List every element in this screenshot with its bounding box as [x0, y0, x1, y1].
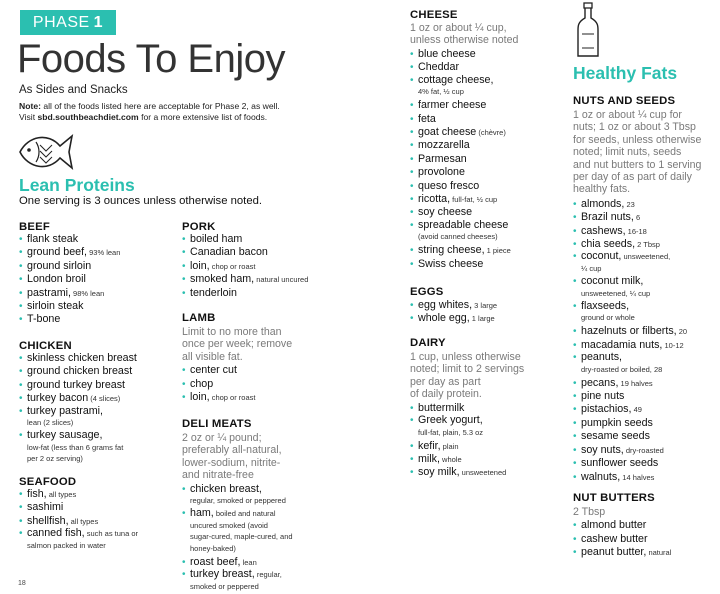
item-name: coconut milk, — [581, 275, 644, 288]
item-name: milk, — [418, 453, 440, 466]
description-line: 1 oz or about ¼ cup, — [410, 22, 507, 34]
list-item — [573, 430, 701, 443]
beef-section — [19, 221, 120, 327]
item-note: all types — [68, 516, 99, 526]
list-item — [19, 501, 138, 514]
list-item — [410, 126, 518, 139]
phase-badge — [20, 10, 116, 35]
item-note: dry-roasted or boiled, 28 — [581, 364, 663, 374]
item-name: chicken breast, — [190, 482, 262, 495]
list-item — [182, 364, 292, 377]
item-name: turkey breast, — [190, 568, 255, 581]
item-note: salmon packed in water — [27, 540, 106, 550]
item-note: honey-baked) — [190, 543, 236, 553]
item-note: 98% lean — [70, 288, 105, 298]
item-note: 3 large — [472, 301, 498, 310]
lamb-description — [182, 326, 292, 363]
item-name: turkey bacon — [27, 392, 89, 405]
item-name: provolone — [418, 166, 465, 179]
description-line: 2 oz or ¼ pound; — [182, 432, 262, 444]
item-note: 19 halves — [618, 378, 653, 388]
item-name: soy cheese — [418, 206, 473, 219]
item-note: 4% fat, ½ cup — [418, 87, 464, 97]
item-note: whole — [439, 455, 462, 465]
list-item — [19, 246, 120, 259]
item-note: regular, — [254, 570, 282, 580]
list-item — [573, 276, 701, 299]
list-item — [410, 453, 524, 466]
list-item — [573, 444, 701, 457]
list-item — [410, 440, 524, 453]
seafood-section — [19, 476, 138, 553]
item-name: cashews, — [581, 224, 626, 237]
item-name: pecans, — [581, 376, 619, 389]
item-name: farmer cheese — [418, 99, 487, 112]
item-name: sashimi — [27, 501, 64, 514]
item-note: 1 piece — [484, 246, 511, 256]
list-item — [573, 339, 701, 352]
item-name: string cheese, — [418, 244, 485, 257]
item-note: boiled and natural — [213, 509, 276, 519]
item-name: feta — [418, 112, 436, 125]
item-name: ground chicken breast — [27, 365, 133, 378]
phase-label: PHASE — [32, 13, 90, 31]
item-name: boiled ham — [190, 233, 243, 245]
item-name: cashew butter — [581, 532, 648, 545]
list-item — [410, 206, 518, 219]
item-name: spreadable cheese — [418, 218, 509, 231]
list-item — [182, 233, 308, 246]
list-item — [573, 251, 701, 274]
item-note: (4 slices) — [88, 394, 121, 404]
item-name: Swiss cheese — [418, 257, 484, 270]
page-title: Foods To Enjoy — [17, 37, 285, 81]
deli-meats-description — [182, 432, 293, 482]
description-line: lower-sodium, nitrite- — [182, 456, 281, 469]
list-item — [19, 406, 137, 429]
item-name: Brazil nuts, — [581, 211, 634, 224]
list-item — [410, 299, 497, 312]
list-item — [19, 233, 120, 246]
item-name: sirloin steak — [27, 300, 84, 313]
list-item — [182, 484, 293, 507]
item-name: peanuts, — [581, 351, 623, 364]
item-note: lean — [240, 557, 257, 567]
item-name: sesame seeds — [581, 430, 650, 443]
description-line: all visible fat. — [182, 350, 243, 363]
description-line: noted; limit to 2 servings — [410, 363, 525, 376]
item-name: kefir, — [418, 439, 441, 452]
item-note: such as tuna or — [84, 529, 139, 539]
list-item — [573, 377, 701, 390]
deli-meats-heading: DELI MEATS — [182, 418, 252, 430]
cheese-heading: CHEESE — [410, 9, 458, 21]
list-item — [19, 313, 120, 326]
list-item — [19, 273, 120, 286]
pork-list — [182, 233, 308, 300]
item-name: buttermilk — [418, 401, 465, 414]
list-item — [19, 392, 137, 405]
list-item — [19, 260, 120, 273]
item-name: queso fresco — [418, 179, 480, 192]
healthy-fats-title: Healthy Fats — [573, 63, 678, 83]
list-item — [410, 113, 518, 126]
note-text: Note: all of the foods listed here are acceptable for Phase 2, as well. Visit sbd.southbeachdiet.com for a more extensive list of foods. — [19, 101, 280, 122]
item-note: regular, smoked or peppered — [190, 496, 286, 506]
item-name: smoked ham, — [190, 273, 255, 286]
dairy-list — [410, 402, 524, 480]
list-item — [182, 273, 308, 286]
description-line: per day of as part of daily — [573, 171, 692, 184]
list-item — [19, 515, 138, 528]
item-note: 2 Tbsp — [635, 240, 660, 250]
list-item — [573, 211, 701, 224]
item-name: sunflower seeds — [581, 457, 659, 470]
list-item — [182, 556, 293, 569]
list-item — [573, 325, 701, 338]
item-note: chop or roast — [209, 261, 256, 271]
list-item — [573, 403, 701, 416]
item-note: natural — [646, 548, 672, 558]
lamb-section — [182, 312, 292, 404]
item-note: plain — [440, 441, 459, 451]
item-name: flank steak — [27, 233, 79, 245]
list-item — [19, 300, 120, 313]
item-name: pine nuts — [581, 390, 625, 403]
dairy-heading: DAIRY — [410, 337, 446, 349]
item-note: ground or whole — [581, 313, 635, 323]
list-item — [410, 99, 518, 112]
item-name: goat cheese — [418, 126, 477, 139]
item-name: chia seeds, — [581, 238, 636, 251]
list-item — [182, 246, 308, 259]
seafood-list — [19, 488, 138, 551]
item-name: egg whites, — [418, 299, 473, 311]
serving-note: One serving is 3 ounces unless otherwise noted. — [19, 195, 263, 207]
phase-number: 1 — [93, 13, 104, 31]
chicken-list — [19, 352, 137, 465]
item-name: ground beef, — [27, 246, 88, 259]
lamb-heading: LAMB — [182, 312, 216, 324]
description-line: unless otherwise noted — [410, 34, 519, 47]
item-name: shellfish, — [27, 514, 69, 527]
item-note: 16-18 — [625, 226, 647, 236]
description-line: and nitrate-free — [182, 469, 254, 482]
eggs-heading: EGGS — [410, 286, 444, 298]
item-name: ham, — [190, 507, 214, 520]
item-name: soy nuts, — [581, 443, 624, 456]
item-name: T-bone — [27, 313, 61, 326]
beef-list — [19, 233, 120, 327]
item-name: cottage cheese, — [418, 73, 494, 86]
item-name: blue cheese — [418, 47, 476, 60]
list-item — [573, 225, 701, 238]
item-name: flaxseeds, — [581, 299, 630, 312]
item-name: hazelnuts or filberts, — [581, 325, 677, 338]
list-item — [182, 287, 308, 300]
list-item — [410, 180, 518, 193]
item-name: pistachios, — [581, 403, 632, 416]
item-name: chop — [190, 377, 214, 390]
list-item — [573, 519, 671, 532]
item-name: fish, — [27, 488, 47, 500]
nuts-seeds-description — [573, 109, 701, 196]
item-name: pumpkin seeds — [581, 416, 653, 429]
description-line: nuts; 1 oz or about 3 Tbsp — [573, 121, 696, 134]
nut-butters-heading: NUT BUTTERS — [573, 492, 655, 504]
list-item — [410, 312, 497, 325]
item-note: 49 — [631, 405, 642, 415]
item-note: ¼ cup — [581, 263, 602, 273]
list-item — [410, 258, 518, 271]
cheese-list — [410, 48, 518, 271]
deli-meats-list — [182, 484, 293, 593]
list-item — [19, 488, 138, 501]
website-link[interactable]: sbd.southbeachdiet.com — [37, 112, 139, 122]
description-line: Limit to no more than — [182, 326, 282, 338]
item-name: pastrami, — [27, 286, 71, 299]
item-name: whole egg, — [418, 312, 470, 325]
item-note: chop or roast — [209, 393, 256, 403]
item-name: walnuts, — [581, 470, 621, 483]
nuts-seeds-section — [573, 95, 701, 484]
item-name: Greek yogurt, — [418, 414, 483, 427]
list-item — [19, 352, 137, 365]
item-name: peanut butter, — [581, 546, 647, 559]
item-note: unsweetened — [459, 468, 507, 478]
item-name: skinless chicken breast — [27, 352, 137, 364]
list-item — [410, 75, 518, 98]
item-note: low-fat (less than 6 grams fat — [27, 442, 124, 452]
item-name: London broil — [27, 273, 86, 286]
list-item — [182, 260, 308, 273]
item-name: loin, — [190, 259, 210, 272]
item-name: soy milk, — [418, 466, 460, 479]
item-name: ground sirloin — [27, 259, 92, 272]
oil-bottle-icon — [575, 2, 601, 58]
nut-butters-section — [573, 492, 671, 560]
item-note: unsweetened, — [621, 252, 671, 262]
item-note: 20 — [676, 327, 688, 337]
list-item — [410, 415, 524, 438]
item-name: almond butter — [581, 519, 647, 532]
item-name: loin, — [190, 391, 210, 404]
item-note: 93% lean — [87, 248, 121, 258]
item-name: Parmesan — [418, 152, 467, 165]
list-item — [182, 508, 293, 554]
nuts-seeds-list — [573, 198, 701, 484]
item-note: natural uncured — [254, 275, 309, 285]
item-note: smoked or peppered — [190, 581, 259, 591]
list-item — [573, 198, 701, 211]
list-item — [410, 153, 518, 166]
list-item — [19, 528, 138, 551]
dairy-section — [410, 337, 524, 480]
list-item — [573, 471, 701, 484]
description-line: for seeds, unless otherwise — [573, 133, 702, 146]
list-item — [410, 220, 518, 243]
list-item — [573, 533, 671, 546]
item-note: dry-roasted — [623, 445, 664, 455]
item-name: center cut — [190, 364, 237, 377]
chicken-section — [19, 340, 137, 466]
item-name: coconut, — [581, 250, 622, 263]
list-item — [573, 238, 701, 251]
item-note: lean (2 slices) — [27, 418, 74, 428]
list-item — [410, 244, 518, 257]
item-note: sugar-cured, maple-cured, and — [190, 532, 293, 542]
description-line: preferably all-natural, — [182, 444, 282, 457]
item-name: Canadian bacon — [190, 246, 268, 259]
list-item — [19, 379, 137, 392]
item-note: 6 — [633, 213, 641, 223]
description-line: and nut butters to 1 serving — [573, 158, 702, 171]
list-item — [410, 466, 524, 479]
item-name: ground turkey breast — [27, 378, 126, 391]
pork-heading: PORK — [182, 221, 216, 233]
chicken-heading: CHICKEN — [19, 340, 72, 352]
list-item — [410, 402, 524, 415]
list-item — [19, 430, 137, 465]
list-item — [410, 166, 518, 179]
list-item — [410, 139, 518, 152]
list-item — [182, 391, 292, 404]
item-name: mozzarella — [418, 139, 470, 152]
list-item — [573, 457, 701, 470]
pork-section — [182, 221, 308, 300]
list-item — [182, 378, 292, 391]
description-line: per day as part — [410, 375, 481, 388]
item-name: Cheddar — [418, 61, 459, 74]
item-note: all types — [46, 490, 77, 499]
item-note: full-fat, ½ cup — [450, 195, 498, 205]
item-note: 14 halves — [620, 472, 655, 482]
item-note: 1 large — [469, 314, 495, 324]
list-item — [410, 61, 518, 74]
list-item — [573, 546, 671, 559]
description-line: of daily protein. — [410, 388, 482, 401]
description-line: noted; limit nuts, seeds — [573, 146, 682, 159]
nut-butters-list — [573, 519, 671, 559]
item-name: tenderloin — [190, 286, 237, 299]
description-line: healthy fats. — [573, 183, 631, 196]
item-name: canned fish, — [27, 527, 85, 540]
item-note: 10-12 — [662, 340, 684, 350]
item-note: unsweetened, ¼ cup — [581, 288, 651, 298]
list-item — [410, 48, 518, 61]
description-line: 1 oz or about ¼ cup for — [573, 109, 682, 121]
nuts-seeds-heading: NUTS AND SEEDS — [573, 95, 676, 107]
nut-butters-description: 2 Tbsp — [573, 506, 606, 518]
cheese-description — [410, 22, 518, 47]
item-name: ricotta, — [418, 193, 451, 206]
eggs-section — [410, 286, 497, 326]
eggs-list — [410, 299, 497, 326]
item-note: (avoid canned cheeses) — [418, 232, 498, 242]
beef-heading: BEEF — [19, 221, 50, 233]
description-line: 1 cup, unless otherwise — [410, 351, 521, 363]
seafood-heading: SEAFOOD — [19, 476, 77, 488]
item-name: turkey pastrami, — [27, 404, 104, 417]
item-name: turkey sausage, — [27, 429, 103, 442]
cheese-section — [410, 9, 518, 271]
item-note: per 2 oz serving) — [27, 454, 83, 464]
page-number: 18 — [18, 580, 26, 587]
list-item — [573, 301, 701, 324]
list-item — [573, 352, 701, 375]
list-item — [19, 365, 137, 378]
item-note: full-fat, plain, 5.3 oz — [418, 427, 484, 437]
item-note: 23 — [624, 199, 635, 209]
dairy-description — [410, 351, 524, 401]
list-item — [573, 417, 701, 430]
lamb-list — [182, 364, 292, 404]
description-line: once per week; remove — [182, 338, 293, 351]
list-item — [573, 390, 701, 403]
item-name: macadamia nuts, — [581, 338, 663, 351]
item-name: roast beef, — [190, 555, 241, 568]
lean-proteins-title: Lean Proteins — [19, 175, 135, 195]
fish-icon — [14, 126, 76, 176]
page-subtitle: As Sides and Snacks — [19, 84, 128, 96]
item-note: uncured smoked (avoid — [190, 520, 268, 530]
item-note: (chèvre) — [476, 128, 506, 138]
list-item — [19, 287, 120, 300]
item-name: almonds, — [581, 197, 625, 210]
list-item — [410, 193, 518, 206]
deli-meats-section — [182, 418, 293, 594]
